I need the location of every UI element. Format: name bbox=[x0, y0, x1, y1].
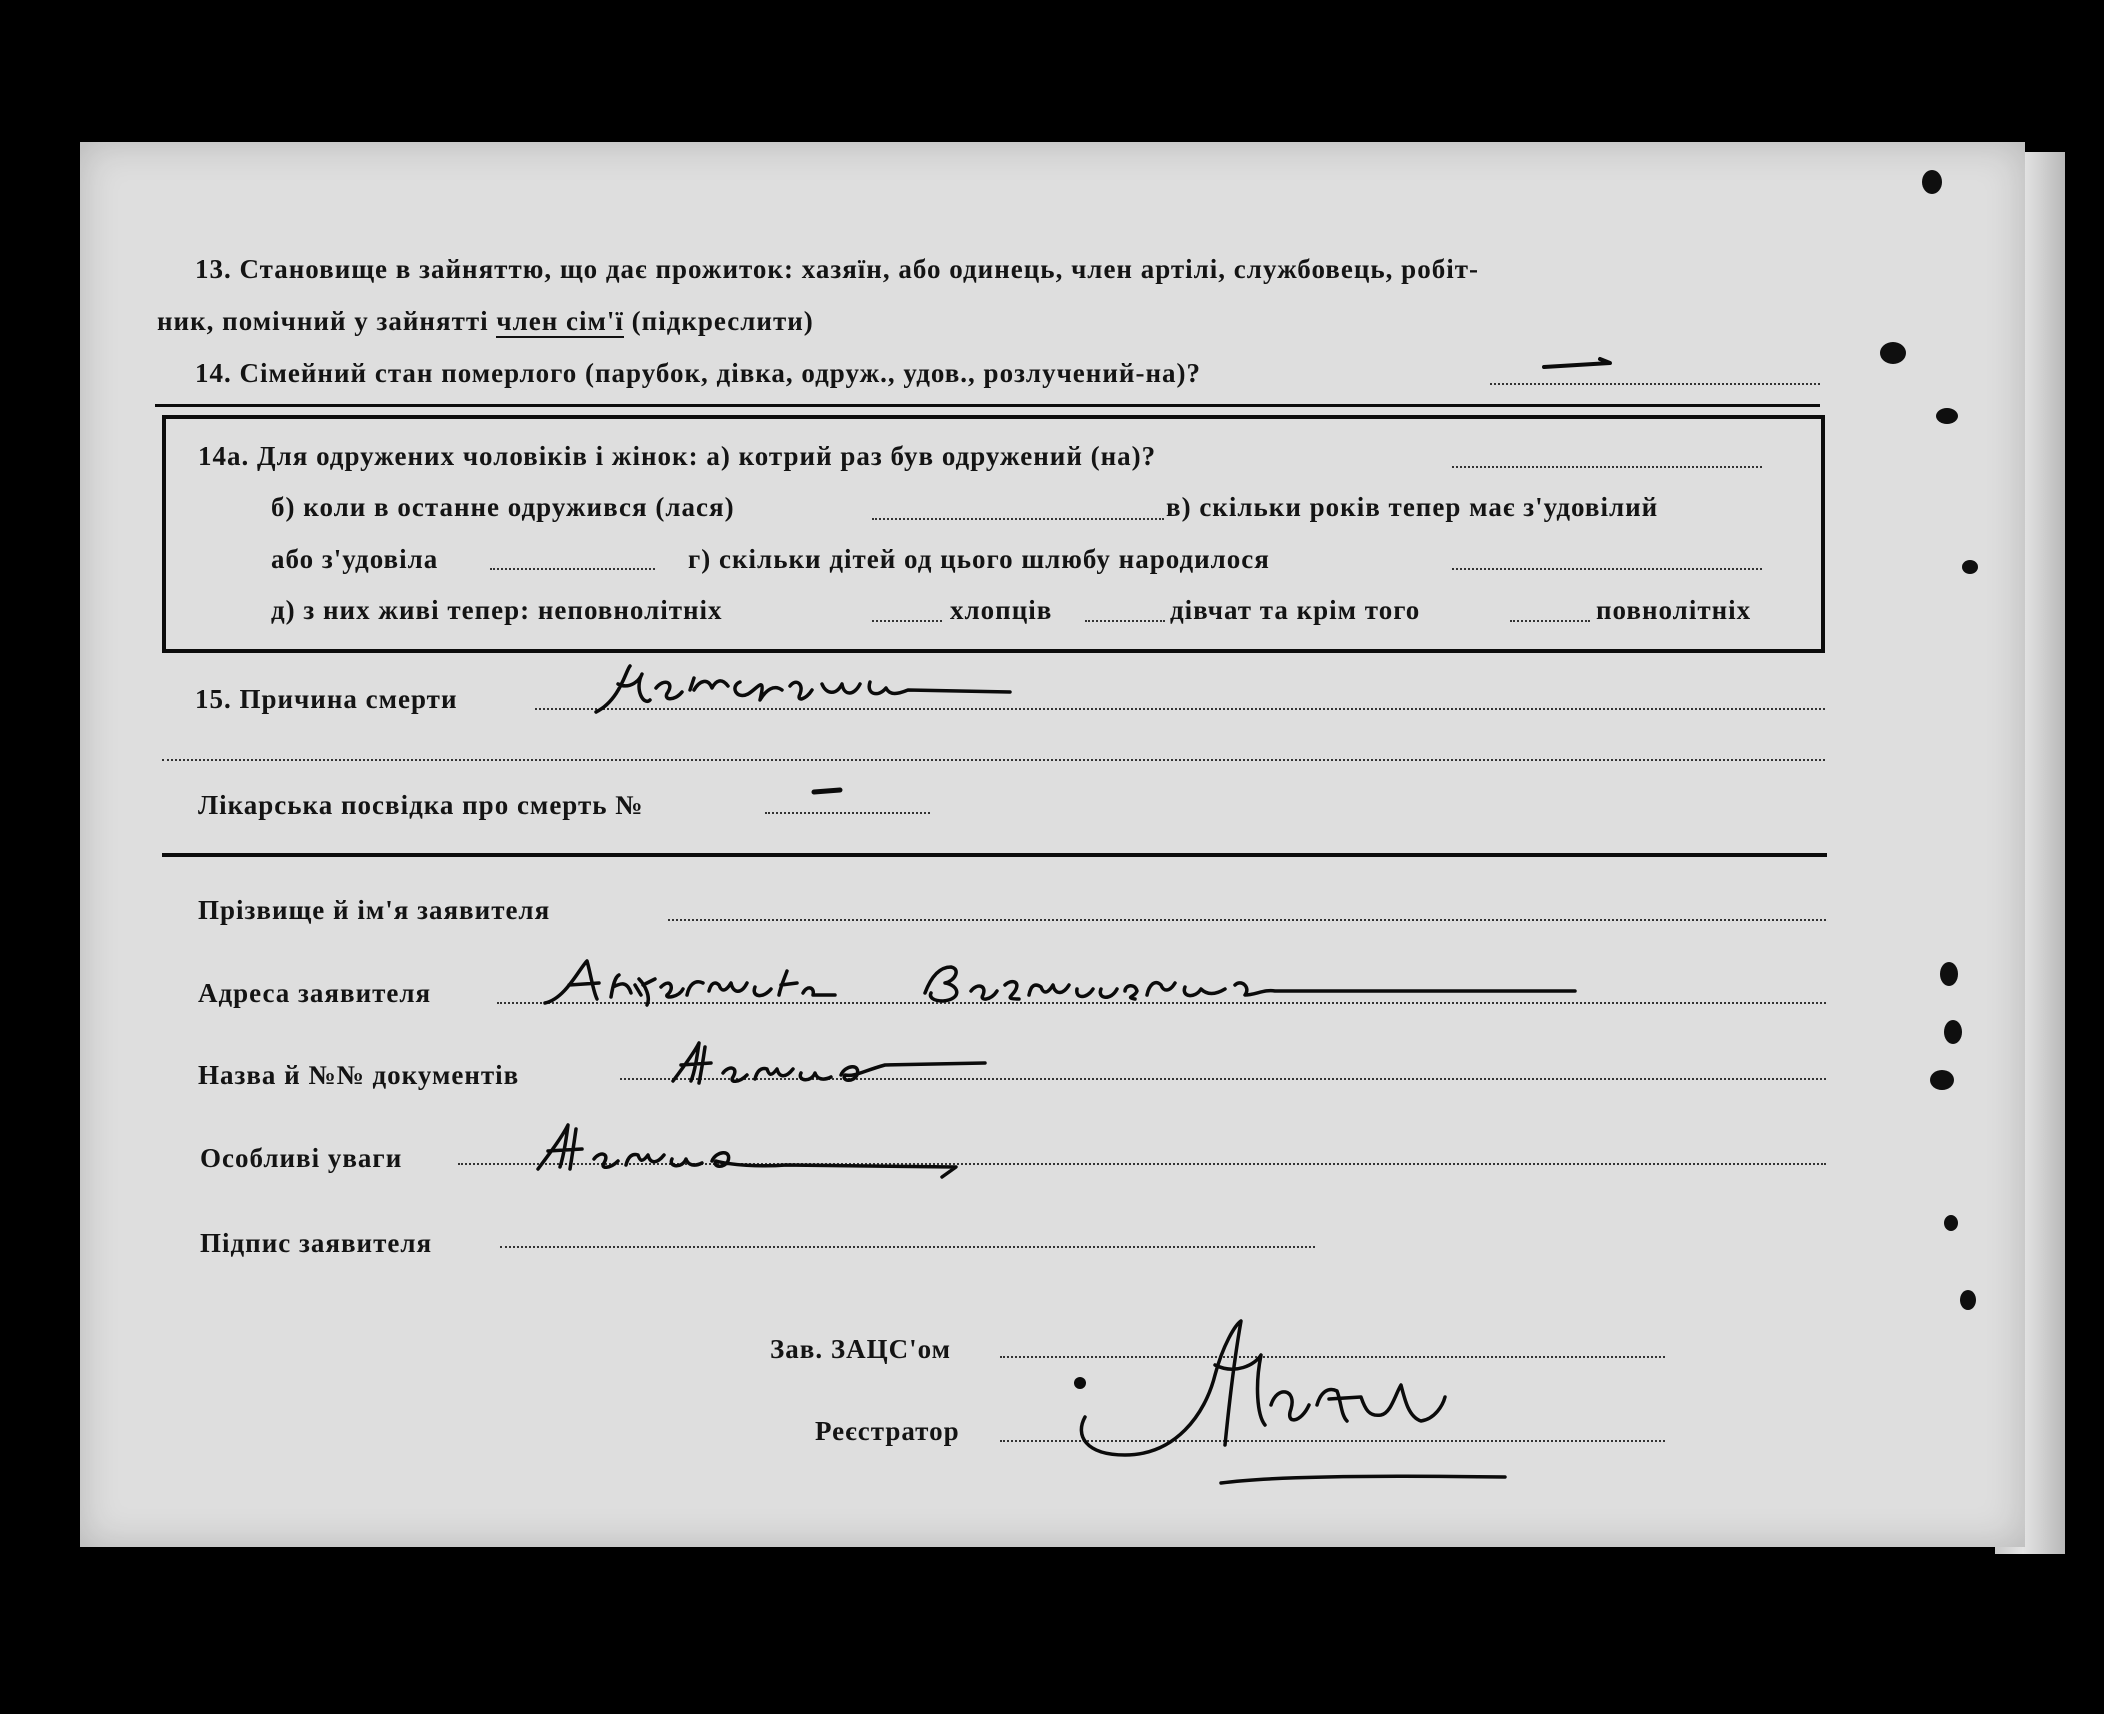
applicant-signature-label: Підпис заявителя bbox=[200, 1228, 433, 1258]
q14-answer-line bbox=[1490, 383, 1820, 385]
documents-handwriting bbox=[665, 1035, 1005, 1095]
q13-line1: 13. Становище в зайняттю, що дає прожиток: хазяїн, або одинець, член артілі, службовець, робіт- bbox=[195, 254, 1479, 284]
q14a-boys-answer-line bbox=[1085, 620, 1165, 622]
q13-line2-end: (підкреслити) bbox=[631, 306, 814, 336]
documents-label: Назва й №№ документів bbox=[198, 1060, 520, 1090]
q13-line2-start: ник, помічний у зайнятті bbox=[157, 306, 489, 336]
medical-cert-dash bbox=[810, 782, 850, 802]
q14a-g-label: г) скільки дітей од цього шлюбу народилося bbox=[688, 544, 1270, 574]
q13-underlined-choice: член сім'ї bbox=[496, 306, 624, 336]
medical-cert-answer-line bbox=[765, 812, 930, 814]
rule-q14 bbox=[155, 404, 1820, 407]
q14a-d-label: д) з них живі тепер: неповнолітніх bbox=[271, 595, 723, 625]
binding-hole bbox=[1940, 962, 1958, 986]
binding-hole bbox=[1922, 170, 1942, 194]
cause-of-death-handwriting bbox=[590, 660, 1090, 730]
q14-handwritten-dash bbox=[1540, 355, 1620, 375]
binding-hole bbox=[1962, 560, 1978, 574]
q14a-girls-answer-line bbox=[1510, 620, 1590, 622]
q14a-boys-label: хлопців bbox=[950, 595, 1053, 625]
registrar-signature bbox=[1065, 1305, 1525, 1495]
q14a-b-answer-line bbox=[872, 518, 1164, 520]
binding-hole bbox=[1944, 1215, 1958, 1231]
special-notes-handwriting bbox=[530, 1115, 970, 1185]
rule-section-divider bbox=[162, 853, 1827, 857]
q14a-g-answer-line bbox=[1452, 568, 1762, 570]
q14a-v-label: в) скільки років тепер має з'удовілий bbox=[1166, 492, 1659, 522]
q14-label: 14. Сімейний стан померлого (парубок, дівка, одруж., удов., розлучений-на)? bbox=[195, 358, 1201, 388]
q14a-v-cont-label: або з'удовіла bbox=[271, 544, 439, 574]
applicant-name-answer-line bbox=[668, 919, 1826, 921]
binding-hole bbox=[1936, 408, 1958, 424]
applicant-address-handwriting bbox=[535, 955, 1595, 1015]
q14a-a-answer-line bbox=[1452, 466, 1762, 468]
binding-hole bbox=[1944, 1020, 1962, 1044]
q15-extra-line bbox=[162, 759, 1825, 761]
form-sheet bbox=[80, 142, 2025, 1547]
head-zags-label: Зав. ЗАЦС'ом bbox=[770, 1334, 951, 1364]
applicant-signature-line bbox=[500, 1246, 1315, 1248]
q14a-minor-answer-line bbox=[872, 620, 942, 622]
registrar-label: Реєстратор bbox=[815, 1416, 960, 1446]
applicant-address-label: Адреса заявителя bbox=[198, 978, 432, 1008]
q15-label: 15. Причина смерти bbox=[195, 684, 458, 714]
q14a-line1: 14а. Для одружених чоловіків і жінок: а) котрий раз був одружений (на)? bbox=[198, 441, 1157, 471]
q13-line2 bbox=[157, 308, 814, 335]
binding-hole bbox=[1930, 1070, 1954, 1090]
special-notes-label: Особливі уваги bbox=[200, 1143, 403, 1173]
q14a-v-answer-line bbox=[490, 568, 655, 570]
q14a-adult-label: повнолітніх bbox=[1596, 595, 1752, 625]
q14a-girls-label: дівчат та крім того bbox=[1170, 595, 1421, 625]
binding-hole bbox=[1880, 342, 1906, 364]
q14a-b-label: б) коли в останне одружився (лася) bbox=[271, 492, 735, 522]
medical-cert-label: Лікарська посвідка про смерть № bbox=[198, 790, 644, 820]
applicant-name-label: Прізвище й ім'я заявителя bbox=[198, 895, 551, 925]
binding-hole bbox=[1960, 1290, 1976, 1310]
